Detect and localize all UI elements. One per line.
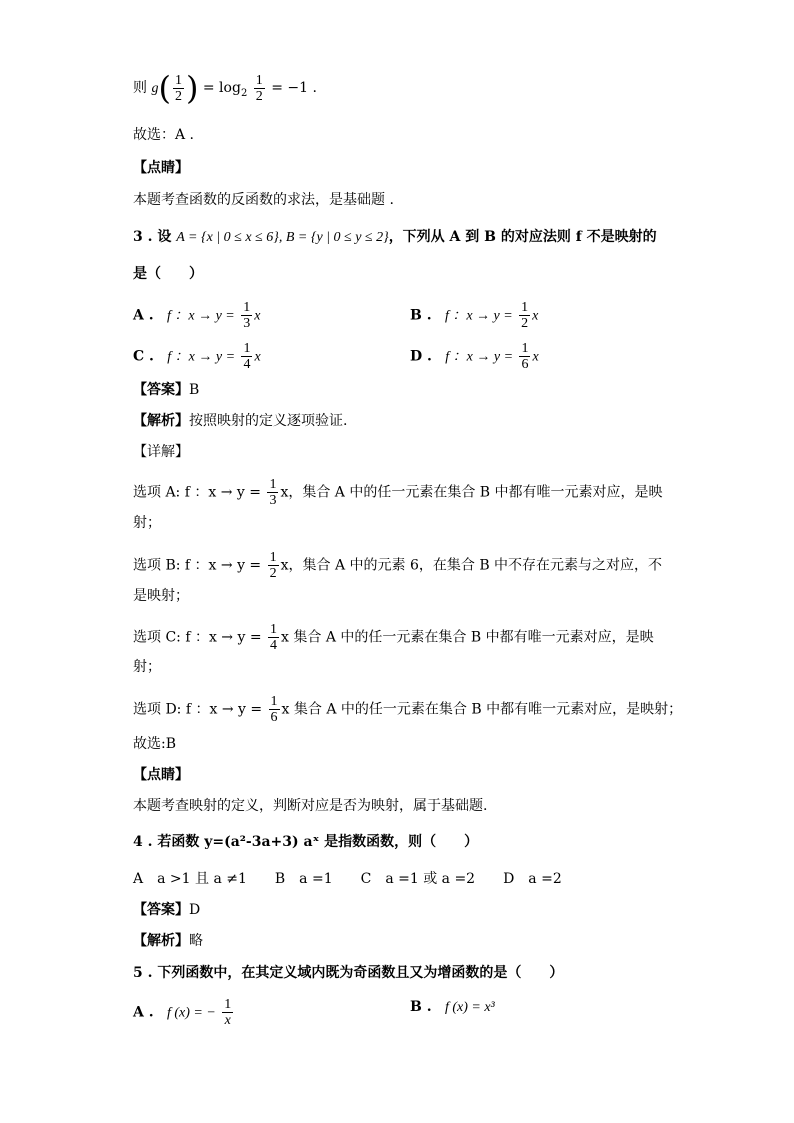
q3-detail-b-cont: 是映射； [133,588,189,604]
q3-stem: 3 . 设 A = {x | 0 ≤ x ≤ 6}, B = {y | 0 ≤ y ≤ 2}，下列从 A 到 B 的对应法则 f 不是映射的 [133,229,657,245]
q3-detail-c: 选项 C: f ：x → y = $\frac{1}{4}$ x 集合 A 中的任一元素在集合 B 中都有唯一元素对应，是映 [133,622,654,653]
q5-option-a: A . f (x) = − $\frac{1}{x}$ [133,997,232,1028]
q4-answer: 【答案】D [133,902,201,918]
q3-detail-d: 选项 D: f ：x → y = $\frac{1}{6}$ x 集合 A 中的任一元素在集合 B 中都有唯一元素对应，是映射； [133,694,683,725]
q3-option-c: C . f ：x → y = $\frac{1}{4}$ x [133,341,261,372]
q5-option-b: B . f (x) = x³ [410,999,495,1015]
q3-final: 故选:B [133,736,177,752]
q3-detail-c-cont: 射； [133,659,161,675]
q3-detail-a-cont: 射； [133,515,161,531]
q3-analysis: 【解析】按照映射的定义逐项验证. [133,413,348,429]
q3-stem-cont: 是（ ） [133,266,203,282]
q3-detail-tag: 【详解】 [133,444,189,460]
q3-option-a: A . f ：x → y = $\frac{1}{3}$ x [133,300,261,331]
q3-answer: 【答案】B [133,382,200,398]
q3-option-d: D . f ：x → y = $\frac{1}{6}$ x [410,341,539,372]
fraction: $\frac{1}{2}$ [174,72,182,104]
prev-comment-text: 本题考查函数的反函数的求法，是基础题 . [133,192,394,208]
q3-option-b: B . f ：x → y = $\frac{1}{2}$ x [410,300,539,331]
prev-answer: 故选：A . [133,127,195,143]
q3-comment-tag: 【点睛】 [133,767,189,783]
prev-comment-tag: 【点睛】 [133,160,189,176]
prev-equation: 则 g( $\frac{1}{2}$ ) = $\log_2$ $\frac{1}{2}$ = −1 . [133,69,317,107]
q4-stem: 4 . 若函数 y=(a²-3a+3) aˣ 是指数函数，则（ ） [133,834,479,850]
q3-detail-a: 选项 A: f ：x → y = $\frac{1}{3}$ x，集合 A 中的任一元素在集合 B 中都有唯一元素对应，是映 [133,477,663,508]
q3-detail-b: 选项 B: f ：x → y = $\frac{1}{2}$ x，集合 A 中的元素 6，在集合 B 中不存在元素与之对应，不 [133,550,663,581]
fraction: $\frac{1}{2}$ [255,72,263,104]
q4-options: A a >1 且 a ≠1 B a =1 C a =1 或 a =2 D a =2 [133,871,562,887]
q3-comment-text: 本题考查映射的定义，判断对应是否为映射，属于基础题. [133,798,488,814]
q5-stem: 5 . 下列函数中，在其定义域内既为奇函数且又为增函数的是（ ） [133,965,564,981]
q4-analysis: 【解析】略 [133,933,203,949]
